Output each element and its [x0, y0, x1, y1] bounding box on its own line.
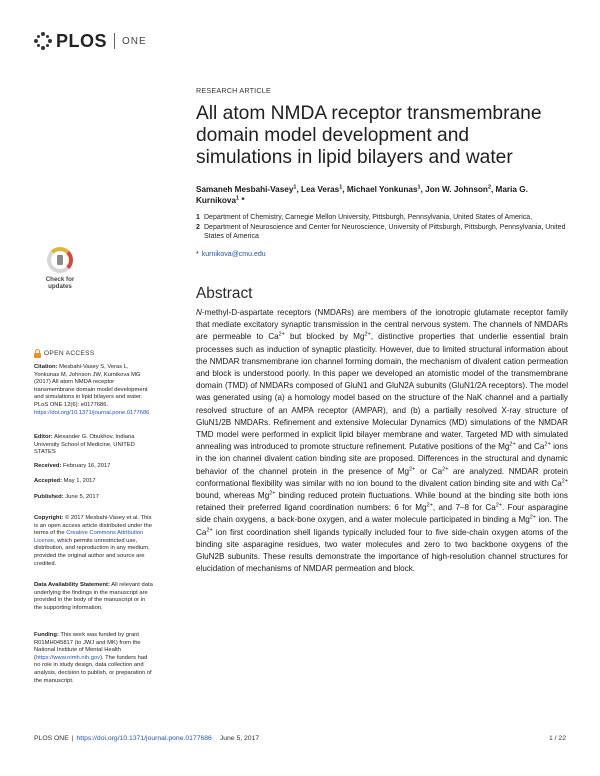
published-block — [34, 494, 154, 502]
data-availability-block — [34, 582, 154, 612]
accepted-label: Accepted: — [34, 478, 63, 484]
affiliation-1: 1 Department of Chemistry, Carnegie Mellon University, Pittsburgh, Pennsylvania, United States of America, — [196, 214, 533, 221]
article-title: All atom NMDA receptor transmembrane domain model development and simulations in lipid bilayers and water — [196, 103, 542, 169]
citation-label: Citation: — [34, 364, 58, 370]
funding-text-1: This work was funded by grant R01MH045817 (to JWJ and MK) from the National Institute of Mental Health ( — [34, 632, 141, 661]
data-availability-text: All relevant data underlying the findings in the manuscript are provided in the body of the manuscript or in the supporting information. — [34, 582, 153, 611]
badge-line-2: updates — [48, 283, 72, 290]
author-list: Samaneh Mesbahi-Vasey$^1$, Lea Veras$^1$, Michael Yonkunas$^1$, Jon W. Johnson$^2$, Maria G. Kurnikova$^1$ * — [196, 184, 528, 205]
received-label: Received: — [34, 463, 62, 469]
received-block — [34, 463, 154, 471]
footer-date: June 5, 2017 — [219, 735, 260, 742]
citation-block — [34, 364, 154, 417]
footer-separator: | — [71, 735, 74, 742]
email-link[interactable]: kurnikova@cmu.edu — [201, 251, 266, 258]
footer-journal: PLOS ONE — [34, 735, 69, 742]
plos-one-logo — [34, 30, 147, 52]
accepted-block — [34, 478, 154, 486]
published-label: Published: — [34, 494, 64, 500]
copyright-text-2: , which permits unrestricted use, distribution, and reproduction in any medium, provided the original author and source are credited. — [34, 537, 150, 567]
corresponding-email — [196, 251, 266, 258]
citation-text: Mesbahi-Vasey S, Veras L, Yonkunas M, Johnson JW, Kurnikova MG (2017) All atom NMDA receptor transmembrane domain model development and simulations in lipid bilayers and water. PLoS ONE 12(6): e0177686. — [34, 364, 148, 408]
page-number: 1 / 22 — [548, 735, 566, 742]
abstract-text: N-methyl-D-aspartate receptors (NMDARs) are members of the ionotropic glutamate receptor family that mediate excitatory synaptic transmission in the central nervous system. The channels of NMDARs are permeable to $Ca^{2+}$ but blocked by $Mg^{2+}$, distinctive properties that underlie essential brain processes such as induction of synaptic plasticity. However, due to limited structural information about the NMDAR transmembrane ion channel forming domain, the mechanism of divalent cation permeation and block is understood poorly. In this paper we developed an atomistic model of the transmembrane domain (TMD) of NMDARs composed of GluN1 and GluN2A subunits (GluN1/2A receptors). The model was generated using (a) a homology model based on the structure of the NaK channel and a partially resolved structure of an AMPA receptor (AMPAR), and (b) a partially resolved X-ray structure of GluN1/2B NMDARs. Refinement and extensive Molecular Dynamics (MD) simulations of the NMDAR TMD model were performed in explicit lipid bilayer membrane and water. Targeted MD with simulated annealing was introduced to promote structure refinement. Putative positions of the $Mg^{2+}$ and $Ca^{2+}$ ions in the ion channel divalent cation binding site are proposed. Differences in the structural and dynamic behavior of the channel protein in the presence of $Mg^{2+}$ or $Ca^{2+}$ are analyzed. NMDAR protein conformational flexibility was similar with no ion bound to the divalent cation binding site and with $Ca^{2+}$ bound, whereas $Mg^{2+}$ binding reduced protein fluctuations. While bound at the binding site both ions retained their preferred ligand coordination numbers: 6 for $Mg^{2+}$, and 7–8 for $Ca^{2+}$. Four asparagine side chain oxygens, a back-bone oxygen, and a water molecule participated in binding a $Mg^{2+}$ ion. The $Ca^{2+}$ ion first coordination shell ligands typically included four to five side-chain oxygen atoms of the binding site asparagine residues, two water molecules and zero to two backbone oxygens of the GluN2B subunits. These results demonstrate the importance of high-resolution channel structures for elucidation of mechanisms of NMDAR permeation and block. — [196, 308, 569, 574]
affiliation-2: 2 Department of Neuroscience and Center for Neuroscience, University of Pittsburgh, Pittsburgh, Pennsylvania, United States of America — [196, 223, 566, 241]
abstract-heading: Abstract — [196, 285, 253, 302]
open-access-text: OPEN ACCESS — [44, 350, 95, 357]
brand-name: PLOS — [56, 30, 108, 51]
corresponding-star: * — [196, 251, 199, 258]
affiliations — [196, 213, 571, 242]
logo-divider — [114, 33, 115, 49]
funding-text-2: ). The funders had no role in study design, data collection and analysis, decision to publish, or preparation of the manuscript. — [34, 654, 152, 684]
badge-line-1: Check for — [45, 276, 75, 283]
published-date: June 5, 2017 — [65, 494, 99, 500]
journal-name: ONE — [122, 35, 147, 47]
plos-dots-icon — [34, 32, 52, 50]
citation-doi-link[interactable]: https://doi.org/10.1371/journal.pone.0177686 — [34, 409, 150, 416]
editor-block — [34, 434, 154, 457]
page-footer — [34, 735, 566, 742]
copyright-block — [34, 515, 154, 568]
article-type: RESEARCH ARTICLE — [196, 86, 271, 95]
editor-text: Alexander G. Obukhov, Indiana University School of Medicine, UNITED STATES — [34, 434, 135, 456]
nimh-link[interactable]: https://www.nimh.nih.gov — [35, 654, 101, 661]
copyright-label: Copyright: — [34, 515, 64, 521]
check-updates-icon — [47, 247, 73, 273]
copyright-text-1: © 2017 Mesbahi-Vasey et al. This is an open access article distributed under the terms of the — [34, 515, 152, 537]
received-date: February 16, 2017 — [63, 463, 111, 469]
open-lock-icon — [34, 349, 41, 358]
funding-block — [34, 632, 154, 685]
funding-label: Funding: — [34, 632, 59, 638]
editor-label: Editor: — [34, 434, 53, 440]
data-availability-label: Data Availability Statement: — [34, 582, 110, 588]
footer-doi-link[interactable]: https://doi.org/10.1371/journal.pone.0177686 — [76, 735, 212, 742]
check-for-updates-badge[interactable] — [35, 247, 85, 297]
accepted-date: May 1, 2017 — [63, 478, 96, 484]
cc-license-link[interactable]: Creative Commons Attribution License — [34, 530, 144, 544]
open-access-label — [34, 349, 95, 358]
